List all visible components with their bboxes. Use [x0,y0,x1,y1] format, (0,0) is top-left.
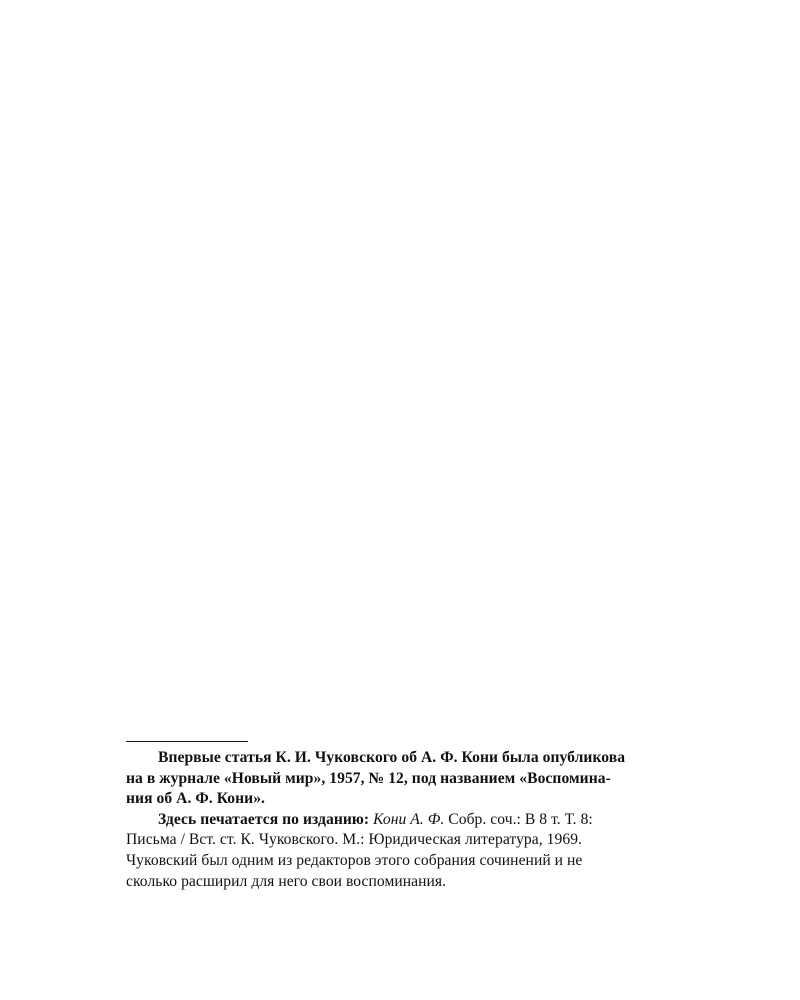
footnote-p1-line-2: на в журнале «Новый мир», 1957, № 12, под названием «Воспомина- [126,769,611,787]
footnote-p1-line-1: Впервые статья К. И. Чуковского об А. Ф. Кони была опубликова [158,749,626,766]
footnote-p2-line-1 [126,810,710,831]
footnote-p1-line-3: ния об А. Ф. Кони». [126,790,265,808]
footnote-p2-line-1-prefix: Здесь печатается по изданию: [158,810,374,828]
footnote-paragraph-1 [126,748,710,810]
footnote-p2-cited-author: Кони А. Ф. [373,810,445,828]
footnote [126,748,710,892]
footnote-p2-line-2: Письма / Вст. ст. К. Чуковского. М.: Юридическая литература, 1969. [126,831,582,849]
footnote-p2-line-1-suffix: Собр. соч.: В 8 т. Т. 8: [444,810,593,828]
footnote-p2-line-4: сколько расширил для него свои воспоминания. [126,872,447,890]
footnote-separator [126,741,248,742]
footnote-paragraph-2 [126,810,710,892]
footnote-p2-line-3: Чуковский был одним из редакторов этого собрания сочинений и не [126,851,583,869]
